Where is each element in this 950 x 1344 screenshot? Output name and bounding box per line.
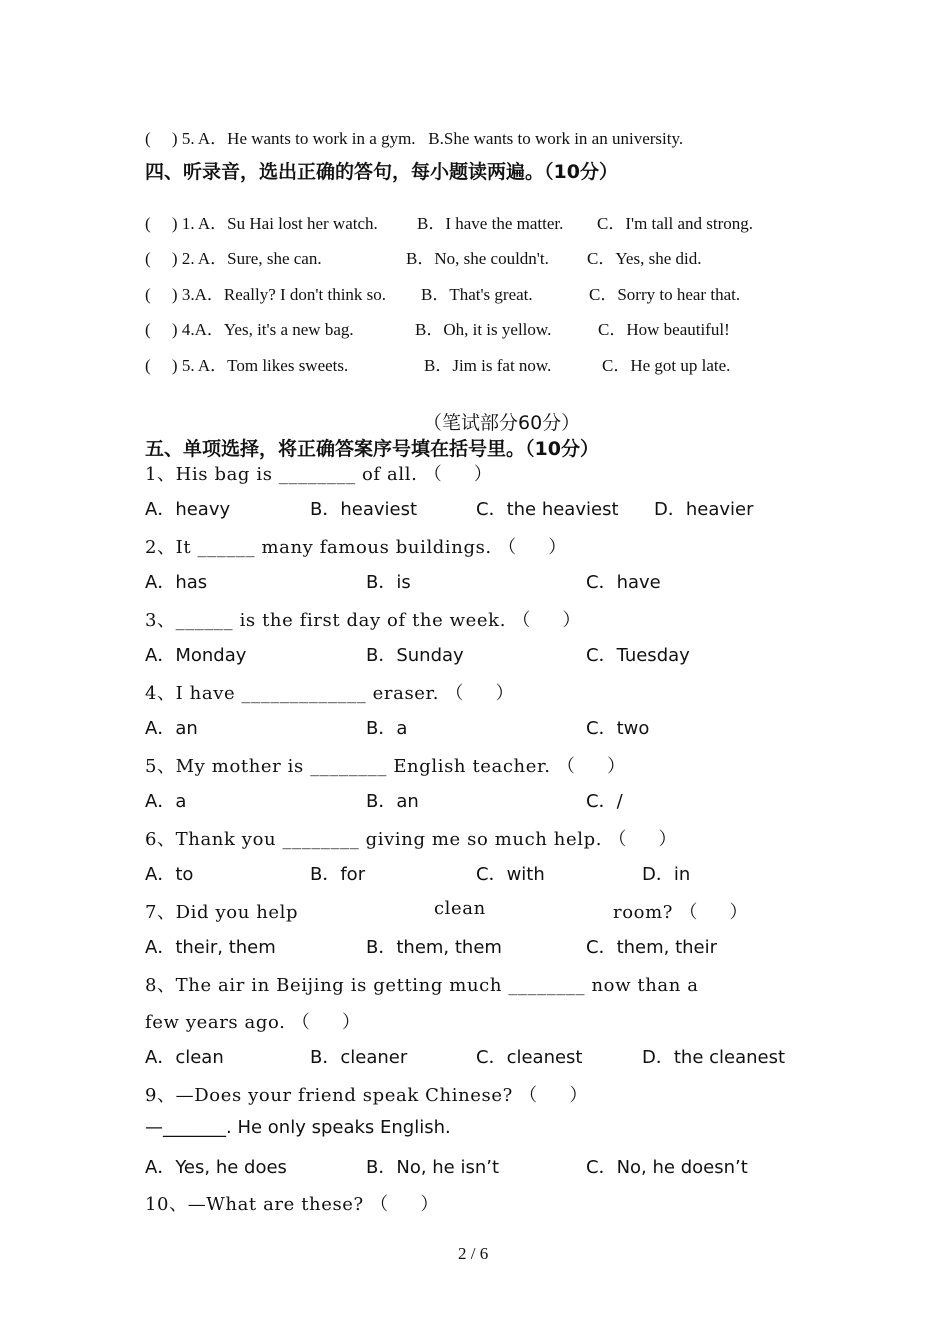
q3-option-b: B．Sunday	[366, 645, 464, 666]
q9-option-b: B．No, he isn’t	[366, 1157, 500, 1178]
q2-option-b: B．is	[366, 572, 411, 593]
q4-option-a: A．an	[145, 718, 198, 739]
q4-option-c: C．two	[586, 718, 650, 739]
q7-stem-part2: clean	[434, 898, 486, 919]
s4-q4-b: B．Oh, it is yellow.	[415, 320, 552, 339]
s4-q3-b: B．That's great.	[421, 285, 533, 304]
q1-option-c: C．the heaviest	[476, 499, 619, 520]
q1-option-d: D．heavier	[654, 499, 754, 520]
q6-stem: 6、Thank you ________ giving me so much help. （ ）	[145, 829, 678, 850]
q7-option-b: B．them, them	[366, 937, 502, 958]
s4-q2-b: B．No, she couldn't.	[406, 249, 549, 268]
q5-option-a: A．a	[145, 791, 187, 812]
q8-option-c: C．cleanest	[476, 1047, 583, 1068]
q9-option-c: C．No, he doesn’t	[586, 1157, 748, 1178]
s4-q4-c: C．How beautiful!	[598, 320, 730, 339]
s4-q5-b: B．Jim is fat now.	[424, 356, 552, 375]
q1-option-a: A．heavy	[145, 499, 231, 520]
page-number: 2 / 6	[458, 1244, 489, 1263]
s4-q5-a: ( ) 5. A．Tom likes sweets.	[145, 356, 349, 375]
q8-option-d: D．the cleanest	[642, 1047, 786, 1068]
q10-stem: 10、—What are these? （ ）	[145, 1194, 439, 1215]
s4-q2-a: ( ) 2. A．Sure, she can.	[145, 249, 322, 268]
q7-option-a: A．their, them	[145, 937, 276, 958]
q8-stem-continued: few years ago. （ ）	[145, 1012, 361, 1033]
q1-option-b: B．heaviest	[310, 499, 418, 520]
listening-item-5: ( ) 5. A．He wants to work in a gym. B.She wants to work in an university.	[145, 129, 684, 148]
s4-q3-a: ( ) 3.A．Really? I don't think so.	[145, 285, 387, 304]
q1-stem: 1、His bag is ________ of all. （ ）	[145, 464, 493, 485]
q9-option-a: A．Yes, he does	[145, 1157, 287, 1178]
section-5-title: 五、单项选择，将正确答案序号填在括号里。（10分）	[145, 438, 599, 460]
s4-q1-b: B．I have the matter.	[417, 214, 564, 233]
s4-q2-c: C．Yes, she did.	[587, 249, 702, 268]
written-part-label: （笔试部分60分）	[423, 412, 581, 434]
q3-stem: 3、______ is the first day of the week. （ ）	[145, 610, 582, 631]
q6-option-a: A．to	[145, 864, 194, 885]
s4-q3-c: C．Sorry to hear that.	[589, 285, 741, 304]
s4-q5-c: C．He got up late.	[602, 356, 731, 375]
q5-option-c: C．/	[586, 791, 623, 812]
s4-q1-a: ( ) 1. A．Su Hai lost her watch.	[145, 214, 378, 233]
q9-stem: 9、—Does your friend speak Chinese? （ ）	[145, 1085, 588, 1106]
section-4-title: 四、听录音，选出正确的答句，每小题读两遍。（10分）	[145, 161, 618, 183]
q4-stem: 4、I have _____________ eraser. （ ）	[145, 683, 515, 704]
q7-stem-part3: room? （ ）	[613, 902, 749, 923]
s4-q1-c: C．I'm tall and strong.	[597, 214, 754, 233]
q2-option-a: A．has	[145, 572, 208, 593]
q5-option-b: B．an	[366, 791, 419, 812]
q6-option-d: D．in	[642, 864, 691, 885]
q7-option-c: C．them, their	[586, 937, 718, 958]
q9-dialog: —_______. He only speaks English.	[145, 1117, 451, 1138]
q5-stem: 5、My mother is ________ English teacher. （ ）	[145, 756, 626, 777]
q2-stem: 2、It ______ many famous buildings. （ ）	[145, 537, 567, 558]
s4-q4-a: ( ) 4.A．Yes, it's a new bag.	[145, 320, 354, 339]
q8-option-a: A．clean	[145, 1047, 224, 1068]
q8-stem: 8、The air in Beijing is getting much ________ now than a	[145, 975, 699, 996]
q3-option-c: C．Tuesday	[586, 645, 690, 666]
q2-option-c: C．have	[586, 572, 661, 593]
q3-option-a: A．Monday	[145, 645, 247, 666]
q4-option-b: B．a	[366, 718, 408, 739]
q8-option-b: B．cleaner	[310, 1047, 408, 1068]
q6-option-c: C．with	[476, 864, 545, 885]
q7-stem-part1: 7、Did you help	[145, 902, 299, 923]
q6-option-b: B．for	[310, 864, 366, 885]
